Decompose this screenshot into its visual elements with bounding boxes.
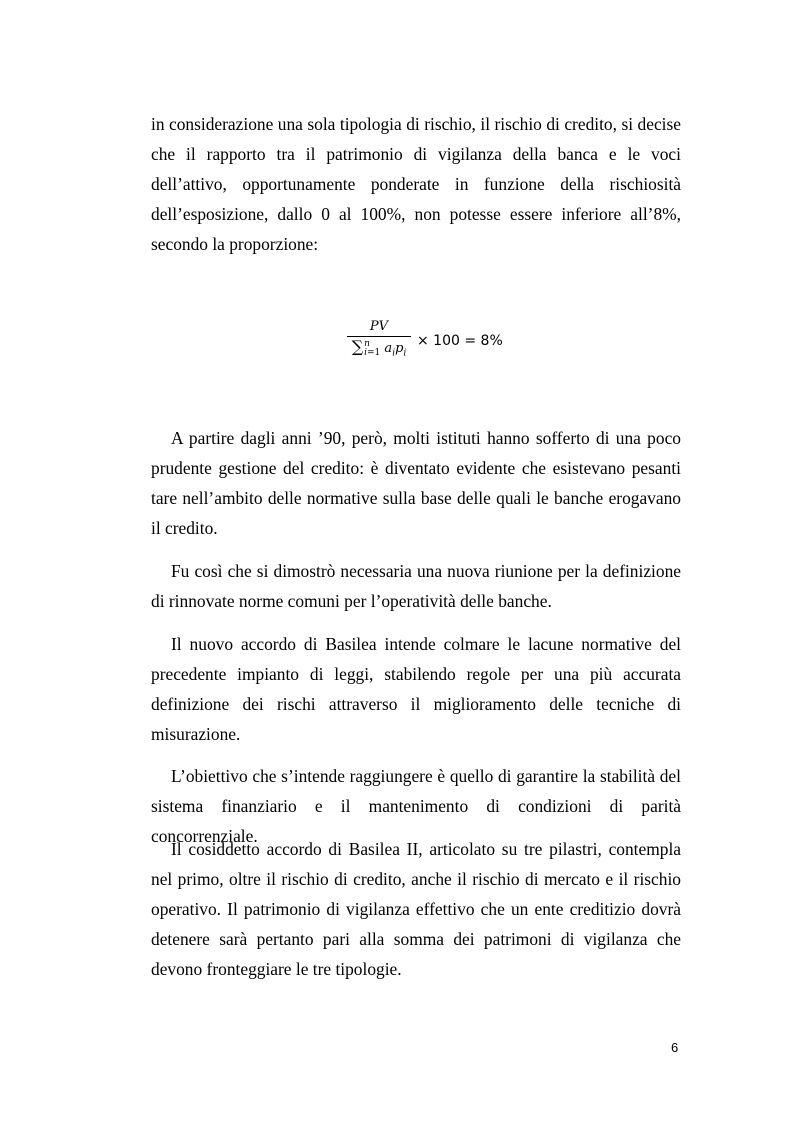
formula-numerator: PV — [369, 319, 389, 335]
summation-limits — [364, 340, 380, 358]
formula-denominator — [352, 337, 407, 363]
term-a-letter: a — [384, 341, 393, 357]
paragraph-basel-new-accord: Il nuovo accordo di Basilea intende colmare le lacune normative del precedente impianto di leggi, stabilendo regole per una più accurata definizione dei rischi attraverso il miglioramento delle tecniche di misurazione. — [151, 634, 681, 744]
paragraph-new-meeting: Fu così che si dimostrò necessaria una nuova riunione per la definizione di rinnovate norme comuni per l’operatività delle banche. — [151, 561, 681, 611]
summation-index: i — [364, 347, 367, 358]
term-p-letter: p — [395, 341, 404, 357]
term-a-subscript: i — [392, 348, 396, 359]
summation-start: =1 — [367, 347, 381, 358]
paragraph-objective: L’obiettivo che s’intende raggiungere è quello di garantire la stabilità del sistema finanziario e il mantenimento di condizioni di parità concorrenziale. — [151, 766, 681, 846]
term-p — [395, 341, 407, 359]
term-p-subscript: i — [403, 348, 407, 359]
paragraph-nineties-credit-crisis: A partire dagli anni ’90, però, molti istituti hanno sofferto di una poco prudente gestione del credito: è diventato evidente che esistevano pesanti tare nell’ambito delle normative sulla base delle quali le banche erogavano il credito. — [151, 428, 681, 538]
term-a — [384, 341, 396, 359]
summation-symbol: ∑ — [351, 337, 364, 357]
paragraph-capital-ratio-intro: in considerazione una sola tipologia di rischio, il rischio di credito, si decise che il rapporto tra il patrimonio di vigilanza della banca e le voci dell’attivo, opportunamente ponderate in funzione della rischiosità dell’esposizione, dallo 0 al 100%, non potesse essere inferiore all’8%, secondo la proporzione: — [151, 114, 681, 254]
summation-upper-limit: n — [364, 338, 370, 349]
capital-ratio-formula — [347, 316, 503, 366]
formula-fraction — [347, 319, 411, 363]
page-number: 6 — [671, 1040, 679, 1055]
formula-right-hand-side: × 100 = 8% — [417, 333, 503, 349]
summation-lower-limit — [364, 349, 380, 358]
paragraph-basel-ii-pillars: Il cosiddetto accordo di Basilea II, articolato su tre pilastri, contempla nel primo, oltre il rischio di credito, anche il rischio di mercato e il rischio operativo. Il patrimonio di vigilanza effettivo che un ente creditizio dovrà detenere sarà pertanto pari alla somma dei patrimoni di vigilanza che devono fronteggiare le tre tipologie. — [151, 839, 681, 979]
